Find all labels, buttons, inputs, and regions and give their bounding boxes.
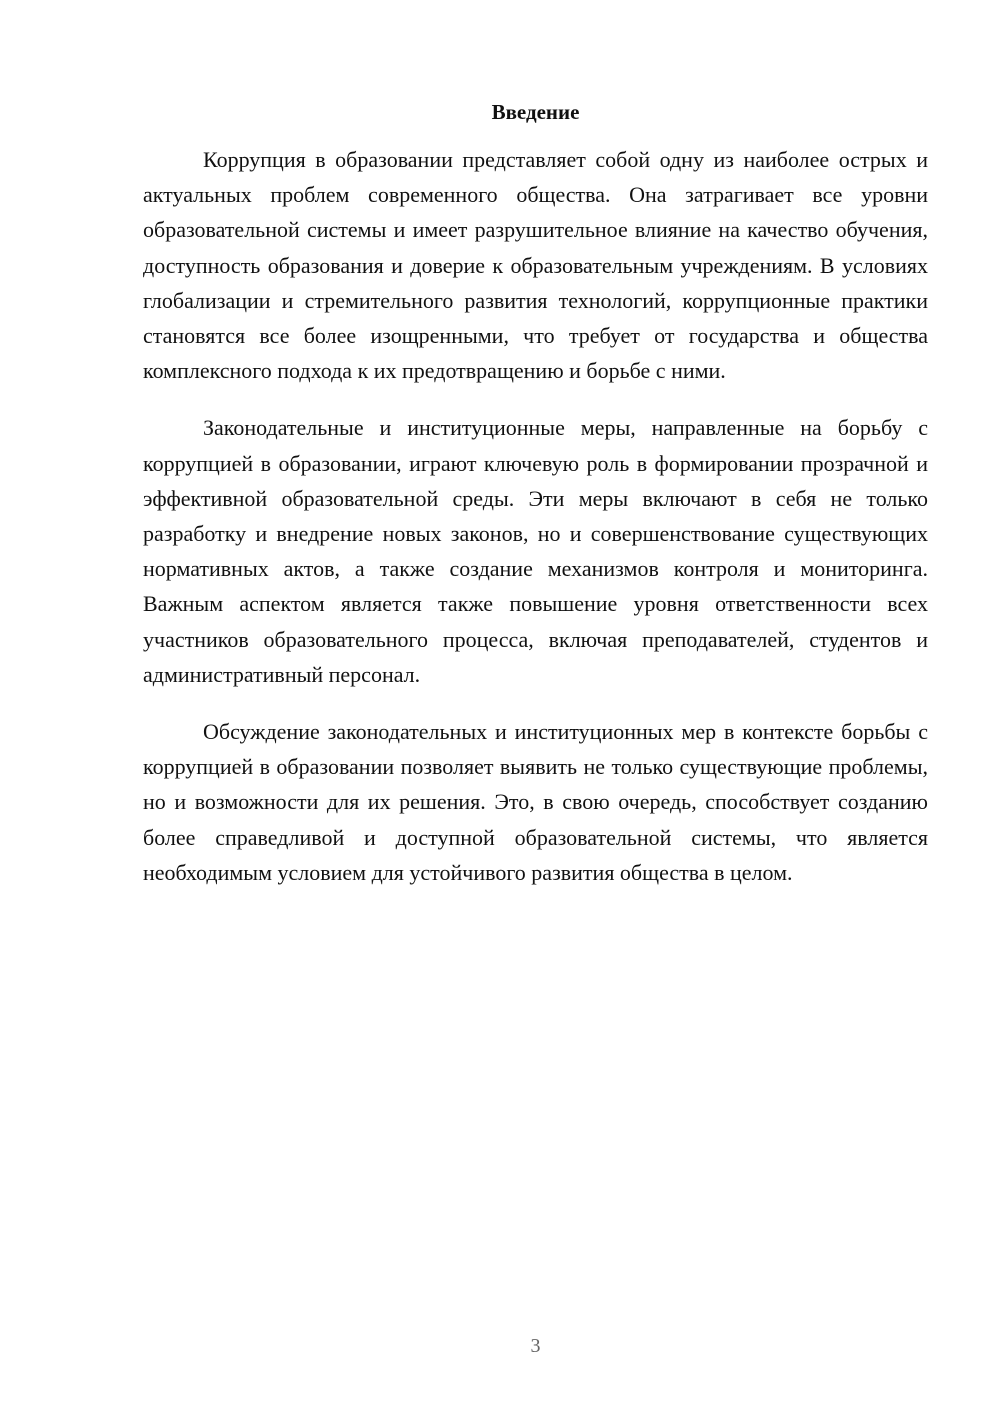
paragraph-3: Обсуждение законодательных и институционных мер в контексте борьбы с коррупцией в образовании позволяет выявить не только существующие проблемы, но и возможности для их решения. Это, в свою очередь, способствует созданию более справедливой и доступной образовательной системы, что является необходимым условием для устойчивого развития общества в целом. [143,719,928,885]
paragraph-1: Коррупция в образовании представляет собой одну из наиболее острых и актуальных проблем современного общества. Она затрагивает все уровни образовательной системы и имеет разрушительное влияние на качество обучения, доступность образования и доверие к образовательным учреждениям. В условиях глобализации и стремительного развития технологий, коррупционные практики становятся все более изощренными, что требует от государства и общества комплексного подхода к их предотвращению и борьбе с ними. [143,147,928,384]
page-title: Введение [491,100,580,124]
page-number: 3 [530,1335,541,1357]
paragraph-2: Законодательные и институционные меры, направленные на борьбу с коррупцией в образовании, играют ключевую роль в формировании прозрачной и эффективной образовательной среды. Эти меры включают в себя не только разработку и внедрение новых законов, но и совершенствование существующих нормативных актов, а также создание механизмов контроля и мониторинга. Важным аспектом является также повышение уровня ответственности всех участников образовательного процесса, включая преподавателей, студентов и административный персонал. [143,415,928,687]
body-text [143,142,928,912]
